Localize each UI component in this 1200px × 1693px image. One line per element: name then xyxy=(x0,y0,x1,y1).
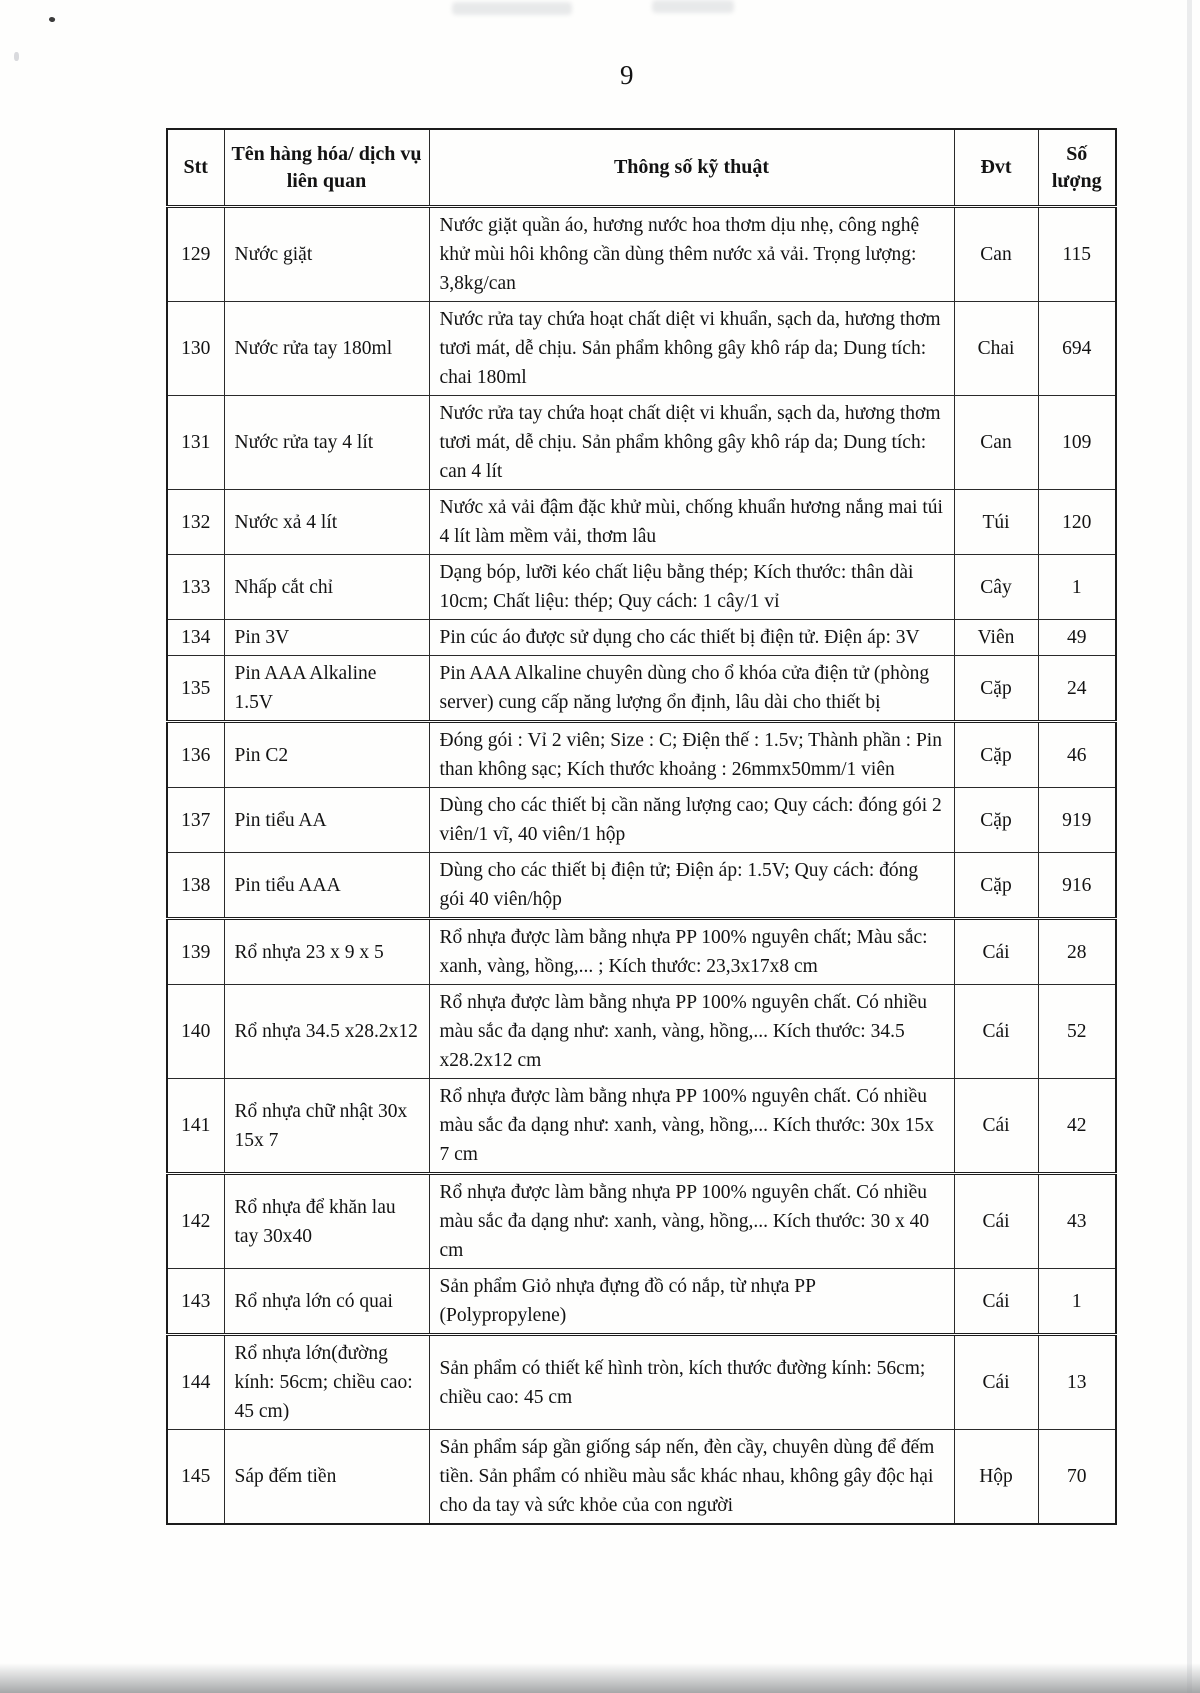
table-row xyxy=(167,722,1116,788)
unit-cell: Cái xyxy=(954,919,1038,985)
scan-smudge xyxy=(652,0,734,13)
table-row xyxy=(167,396,1116,490)
unit-cell: Cái xyxy=(954,1174,1038,1269)
qty-cell: 115 xyxy=(1038,207,1116,302)
header-stt: Stt xyxy=(167,129,224,207)
qty-cell: 70 xyxy=(1038,1430,1116,1525)
stt-cell: 135 xyxy=(167,656,224,722)
qty-cell: 42 xyxy=(1038,1079,1116,1174)
unit-cell: Cái xyxy=(954,1079,1038,1174)
name-cell: Rổ nhựa 34.5 x28.2x12 xyxy=(224,985,429,1079)
stt-cell: 131 xyxy=(167,396,224,490)
unit-cell: Hộp xyxy=(954,1430,1038,1525)
spec-cell: Rổ nhựa được làm bằng nhựa PP 100% nguyên chất. Có nhiều màu sắc đa dạng như: xanh, vàng, hồng,... Kích thước: 30x 15x 7 cm xyxy=(429,1079,954,1174)
spec-cell: Nước rửa tay chứa hoạt chất diệt vi khuẩn, sạch da, hương thơm tươi mát, dễ chịu. Sản phẩm không gây khô ráp da; Dung tích: chai 180ml xyxy=(429,302,954,396)
spec-cell: Sản phẩm có thiết kế hình tròn, kích thước đường kính: 56cm; chiều cao: 45 cm xyxy=(429,1335,954,1430)
name-cell: Rổ nhựa để khăn lau tay 30x40 xyxy=(224,1174,429,1269)
name-cell: Pin tiểu AA xyxy=(224,788,429,853)
table-row xyxy=(167,1335,1116,1430)
spec-cell: Sản phẩm Giỏ nhựa đựng đồ có nắp, từ nhựa PP (Polypropylene) xyxy=(429,1269,954,1335)
stt-cell: 130 xyxy=(167,302,224,396)
spec-cell: Dùng cho các thiết bị điện tử; Điện áp: 1.5V; Quy cách: đóng gói 40 viên/hộp xyxy=(429,853,954,919)
stt-cell: 145 xyxy=(167,1430,224,1525)
header-name: Tên hàng hóa/ dịch vụ liên quan xyxy=(224,129,429,207)
header-unit: Đvt xyxy=(954,129,1038,207)
qty-cell: 109 xyxy=(1038,396,1116,490)
table-row xyxy=(167,853,1116,919)
unit-cell: Túi xyxy=(954,490,1038,555)
stt-cell: 134 xyxy=(167,620,224,656)
name-cell: Nước xả 4 lít xyxy=(224,490,429,555)
stt-cell: 138 xyxy=(167,853,224,919)
stt-cell: 144 xyxy=(167,1335,224,1430)
name-cell: Rổ nhựa chữ nhật 30x 15x 7 xyxy=(224,1079,429,1174)
goods-table xyxy=(166,128,1117,1525)
qty-cell: 1 xyxy=(1038,1269,1116,1335)
page-number: 9 xyxy=(620,60,634,90)
header-row xyxy=(167,129,1116,207)
spec-cell: Dùng cho các thiết bị cần năng lượng cao; Quy cách: đóng gói 2 viên/1 vĩ, 40 viên/1 hộp xyxy=(429,788,954,853)
stt-cell: 132 xyxy=(167,490,224,555)
table-row xyxy=(167,656,1116,722)
name-cell: Pin C2 xyxy=(224,722,429,788)
qty-cell: 49 xyxy=(1038,620,1116,656)
stt-cell: 139 xyxy=(167,919,224,985)
name-cell: Rổ nhựa 23 x 9 x 5 xyxy=(224,919,429,985)
stt-cell: 140 xyxy=(167,985,224,1079)
qty-cell: 43 xyxy=(1038,1174,1116,1269)
goods-table-header xyxy=(167,129,1116,207)
spec-cell: Pin AAA Alkaline chuyên dùng cho ổ khóa cửa điện tử (phòng server) cung cấp năng lượng ổn định, lâu dài cho thiết bị xyxy=(429,656,954,722)
scan-speck xyxy=(48,16,56,23)
qty-cell: 46 xyxy=(1038,722,1116,788)
unit-cell: Chai xyxy=(954,302,1038,396)
name-cell: Nhấp cắt chỉ xyxy=(224,555,429,620)
unit-cell: Cái xyxy=(954,1335,1038,1430)
spec-cell: Nước xả vải đậm đặc khử mùi, chống khuẩn hương nắng mai túi 4 lít làm mềm vải, thơm lâu xyxy=(429,490,954,555)
stt-cell: 142 xyxy=(167,1174,224,1269)
spec-cell: Nước giặt quần áo, hương nước hoa thơm dịu nhẹ, công nghệ khử mùi hôi không cần dùng thêm nước xả vải. Trọng lượng: 3,8kg/can xyxy=(429,207,954,302)
qty-cell: 919 xyxy=(1038,788,1116,853)
unit-cell: Cái xyxy=(954,1269,1038,1335)
unit-cell: Cặp xyxy=(954,788,1038,853)
table-row xyxy=(167,1079,1116,1174)
table-row xyxy=(167,207,1116,302)
stt-cell: 141 xyxy=(167,1079,224,1174)
qty-cell: 120 xyxy=(1038,490,1116,555)
table-row xyxy=(167,1269,1116,1335)
qty-cell: 28 xyxy=(1038,919,1116,985)
unit-cell: Can xyxy=(954,207,1038,302)
unit-cell: Can xyxy=(954,396,1038,490)
stt-cell: 136 xyxy=(167,722,224,788)
name-cell: Pin tiểu AAA xyxy=(224,853,429,919)
spec-cell: Đóng gói : Vỉ 2 viên; Size : C; Điện thế : 1.5v; Thành phần : Pin than không sạc; Kích thước khoảng : 26mmx50mm/1 viên xyxy=(429,722,954,788)
unit-cell: Cái xyxy=(954,985,1038,1079)
name-cell: Nước rửa tay 180ml xyxy=(224,302,429,396)
scan-faint-mark xyxy=(14,52,19,61)
table-row xyxy=(167,302,1116,396)
header-spec: Thông số kỹ thuật xyxy=(429,129,954,207)
unit-cell: Viên xyxy=(954,620,1038,656)
goods-table-body xyxy=(167,207,1116,1525)
spec-cell: Nước rửa tay chứa hoạt chất diệt vi khuẩn, sạch da, hương thơm tươi mát, dễ chịu. Sản phẩm không gây khô ráp da; Dung tích: can 4 lít xyxy=(429,396,954,490)
spec-cell: Pin cúc áo được sử dụng cho các thiết bị điện tử. Điện áp: 3V xyxy=(429,620,954,656)
table-row xyxy=(167,985,1116,1079)
header-qty: Số lượng xyxy=(1038,129,1116,207)
stt-cell: 133 xyxy=(167,555,224,620)
qty-cell: 1 xyxy=(1038,555,1116,620)
stt-cell: 137 xyxy=(167,788,224,853)
table-row xyxy=(167,490,1116,555)
name-cell: Pin AAA Alkaline 1.5V xyxy=(224,656,429,722)
table-row xyxy=(167,788,1116,853)
spec-cell: Rổ nhựa được làm bằng nhựa PP 100% nguyên chất. Có nhiều màu sắc đa dạng như: xanh, vàng, hồng,... Kích thước: 30 x 40 cm xyxy=(429,1174,954,1269)
name-cell: Sáp đếm tiền xyxy=(224,1430,429,1525)
qty-cell: 694 xyxy=(1038,302,1116,396)
table-row xyxy=(167,620,1116,656)
table-row xyxy=(167,555,1116,620)
unit-cell: Cặp xyxy=(954,853,1038,919)
qty-cell: 916 xyxy=(1038,853,1116,919)
qty-cell: 24 xyxy=(1038,656,1116,722)
name-cell: Rổ nhựa lớn(đường kính: 56cm; chiều cao: 45 cm) xyxy=(224,1335,429,1430)
scan-bottom-band xyxy=(0,1663,1200,1693)
table-row xyxy=(167,1430,1116,1525)
spec-cell: Rổ nhựa được làm bằng nhựa PP 100% nguyên chất; Màu sắc: xanh, vàng, hồng,... ; Kích thước: 23,3x17x8 cm xyxy=(429,919,954,985)
spec-cell: Dạng bóp, lưỡi kéo chất liệu bằng thép; Kích thước: thân dài 10cm; Chất liệu: thép; Quy cách: 1 cây/1 vỉ xyxy=(429,555,954,620)
name-cell: Pin 3V xyxy=(224,620,429,656)
unit-cell: Cặp xyxy=(954,722,1038,788)
spec-cell: Rổ nhựa được làm bằng nhựa PP 100% nguyên chất. Có nhiều màu sắc đa dạng như: xanh, vàng, hồng,... Kích thước: 34.5 x28.2x12 cm xyxy=(429,985,954,1079)
qty-cell: 52 xyxy=(1038,985,1116,1079)
name-cell: Nước rửa tay 4 lít xyxy=(224,396,429,490)
stt-cell: 129 xyxy=(167,207,224,302)
scan-edge-streak xyxy=(1187,0,1192,1693)
name-cell: Rổ nhựa lớn có quai xyxy=(224,1269,429,1335)
scan-smudge xyxy=(452,2,572,15)
qty-cell: 13 xyxy=(1038,1335,1116,1430)
table-row xyxy=(167,919,1116,985)
spec-cell: Sản phẩm sáp gần giống sáp nến, đèn cầy, chuyên dùng để đếm tiền. Sản phẩm có nhiều màu sắc khác nhau, không gây độc hại cho da tay và sức khỏe của con người xyxy=(429,1430,954,1525)
stt-cell: 143 xyxy=(167,1269,224,1335)
unit-cell: Cây xyxy=(954,555,1038,620)
name-cell: Nước giặt xyxy=(224,207,429,302)
table-row xyxy=(167,1174,1116,1269)
unit-cell: Cặp xyxy=(954,656,1038,722)
